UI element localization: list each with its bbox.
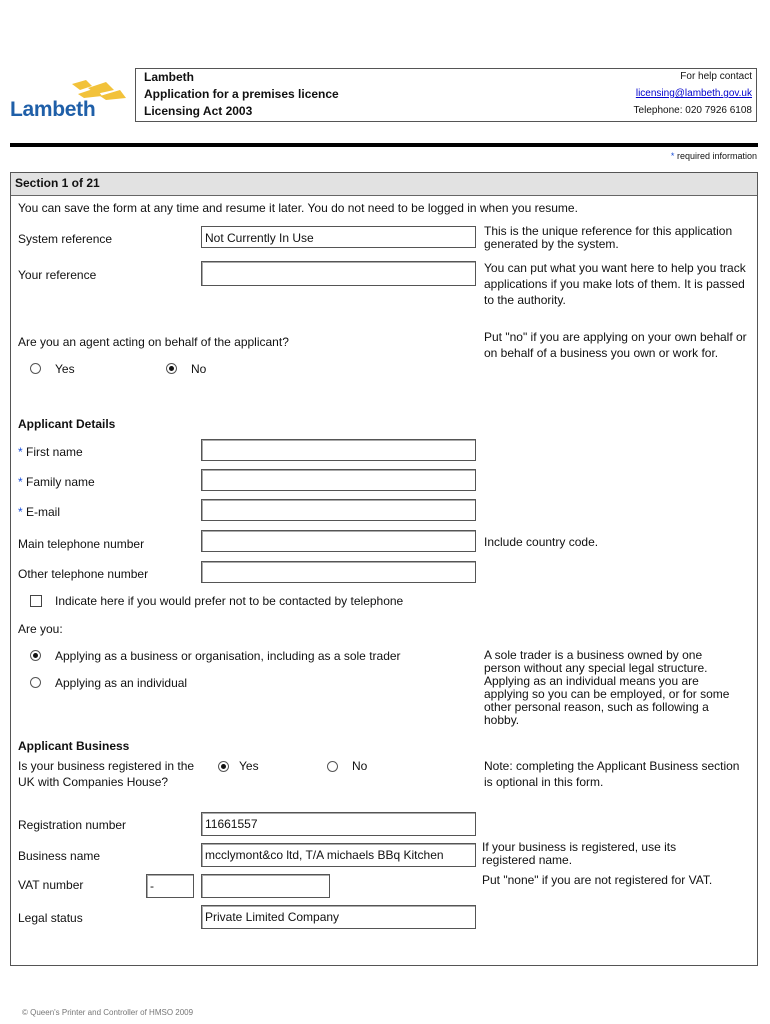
email-input[interactable] (201, 499, 476, 521)
applicant-business-note: Note: completing the Applicant Business section is optional in this form. (484, 759, 740, 789)
main-phone-input[interactable] (201, 530, 476, 552)
required-star: * (18, 505, 23, 519)
agent-note: Put "no" if you are applying on your own behalf or on behalf of a business you own or work for. (484, 330, 747, 360)
email-label: * E-mail (18, 505, 61, 519)
lambeth-logo (10, 78, 130, 122)
registration-number-label: Registration number (18, 818, 127, 832)
applicant-business-heading: Applicant Business (18, 739, 130, 753)
header-title-line1: Lambeth (144, 70, 195, 84)
are-you-label: Are you: (18, 622, 63, 636)
agent-yes-radio[interactable] (30, 363, 41, 374)
agent-question: Are you an agent acting on behalf of the applicant? (18, 335, 289, 349)
family-name-input[interactable] (201, 469, 476, 491)
business-name-note: If your business is registered, use its registered name. (482, 840, 677, 867)
registration-number-input[interactable]: 11661557 (201, 812, 476, 836)
business-name-label: Business name (18, 849, 101, 863)
copyright-footer: © Queen's Printer and Controller of HMSO 2009 (22, 1008, 194, 1017)
help-phone: Telephone: 020 7926 6108 (633, 105, 752, 116)
header-divider (10, 143, 758, 147)
required-star: * (18, 475, 23, 489)
other-phone-label: Other telephone number (18, 567, 149, 581)
required-star: * (670, 151, 675, 161)
first-name-input[interactable] (201, 439, 476, 461)
companies-house-yes-label: Yes (239, 759, 259, 773)
section-intro: You can save the form at any time and resume it later. You do not need to be logged in when you resume. (18, 201, 578, 215)
system-reference-label: System reference (18, 232, 113, 246)
header-title-line3: Licensing Act 2003 (144, 104, 253, 118)
family-name-label: * Family name (18, 475, 95, 489)
header-title-line2: Application for a premises licence (144, 87, 339, 101)
system-reference-note: This is the unique reference for this application generated by the system. (484, 224, 733, 251)
business-name-input[interactable]: mcclymont&co ltd, T/A michaels BBq Kitchen (201, 843, 476, 867)
other-phone-input[interactable] (201, 561, 476, 583)
no-phone-contact-label: Indicate here if you would prefer not to be contacted by telephone (55, 594, 404, 608)
your-reference-label: Your reference (18, 268, 97, 282)
vat-number-label: VAT number (18, 878, 84, 892)
legal-status-label: Legal status (18, 911, 83, 925)
section-title: Section 1 of 21 (15, 176, 100, 190)
system-reference-field: Not Currently In Use (201, 226, 476, 248)
applicant-type-individual-label: Applying as an individual (55, 676, 188, 690)
companies-house-no-label: No (352, 759, 368, 773)
agent-no-radio[interactable] (166, 363, 177, 374)
agent-no-label: No (191, 362, 207, 376)
legal-status-field[interactable]: Private Limited Company (201, 905, 476, 929)
vat-prefix-input[interactable]: - (146, 874, 194, 898)
companies-house-yes-radio[interactable] (218, 761, 229, 772)
required-info-text: required information (676, 151, 757, 161)
vat-number-input[interactable] (201, 874, 330, 898)
help-email-link[interactable]: licensing@lambeth.gov.uk (635, 88, 752, 99)
your-reference-input[interactable] (201, 261, 476, 286)
applicant-details-heading: Applicant Details (18, 417, 116, 431)
agent-yes-label: Yes (55, 362, 75, 376)
logo-text: Lambeth (10, 98, 96, 121)
section-header-bar (11, 173, 757, 196)
your-reference-note: You can put what you want here to help you track applications if you make lots of them. It is passed to the authority. (484, 261, 746, 307)
companies-house-no-radio[interactable] (327, 761, 338, 772)
applicant-type-business-radio[interactable] (30, 650, 41, 661)
main-phone-label: Main telephone number (18, 537, 145, 551)
help-label: For help contact (680, 71, 752, 82)
no-phone-contact-checkbox[interactable] (30, 595, 42, 607)
applicant-type-individual-radio[interactable] (30, 677, 41, 688)
main-phone-note: Include country code. (484, 535, 599, 549)
companies-house-question: Is your business registered in the UK with Companies House? (18, 759, 195, 789)
vat-note: Put "none" if you are not registered for VAT. (482, 873, 713, 887)
applicant-type-business-label: Applying as a business or organisation, including as a sole trader (55, 649, 401, 663)
required-star: * (18, 445, 23, 459)
required-info-note (671, 151, 757, 161)
are-you-note: A sole trader is a business owned by one person without any special legal structure. Applying as an individual means you are applying so you can be employed, or for some other personal reason, such as following a hobby. (484, 648, 730, 727)
first-name-label: * First name (18, 445, 83, 459)
